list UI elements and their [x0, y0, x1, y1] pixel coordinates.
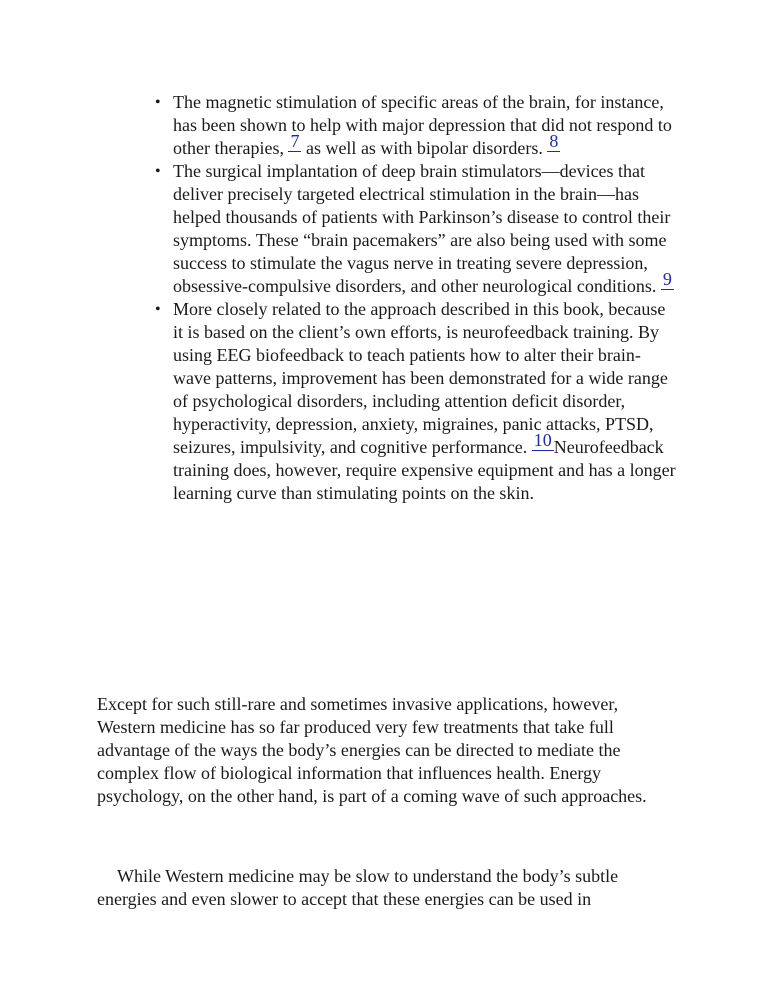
bullet-marker: •: [155, 94, 161, 111]
bullet-text: Neurofeedback training does, however, require expensive equipment and has a longer learning curve than stimulating points on the skin.: [173, 437, 676, 503]
bullet-text: as well as with bipolar disorders.: [305, 138, 543, 158]
bullet-list: [155, 91, 678, 505]
bullet-item: [155, 91, 678, 160]
bullet-text: The surgical implantation of deep brain stimulators—devices that deliver precisely targeted electrical stimulation in the brain—has helped thousands of patients with Parkinson’s disease to control their symptoms. These “brain pacemakers” are also being used with some success to stimulate the vagus nerve in treating severe depression, obsessive-compulsive disorders, and other neurological conditions.: [173, 161, 671, 296]
bullet-text: More closely related to the approach described in this book, because it is based on the client’s own efforts, is neurofeedback training. By using EEG biofeedback to teach patients how to alter their brain-wave patterns, improvement has been demonstrated for a wide range of psychological disorders, including attention deficit disorder, hyperactivity, depression, anxiety, migraines, panic attacks, PTSD, seizures, impulsivity, and cognitive performance.: [173, 299, 668, 457]
bullet-marker: •: [155, 301, 161, 318]
footnote-link-10[interactable]: 10: [533, 430, 552, 450]
body-paragraph: Except for such still-rare and sometimes invasive applications, however, Western medicine has so far produced very few treatments that take full advantage of the ways the body’s energies can be directed to mediate the complex flow of biological information that influences health. Energy psychology, on the other hand, is part of a coming wave of such approaches.: [97, 694, 647, 806]
bullet-marker: •: [155, 163, 161, 180]
bullet-item: [155, 298, 678, 505]
bullet-item: [155, 160, 678, 298]
bullet-text: The magnetic stimulation of specific areas of the brain, for instance, has been shown to help with major depression that did not respond to other therapies,: [173, 92, 672, 158]
body-paragraph: While Western medicine may be slow to understand the body’s subtle energies and even slower to accept that these energies can be used in: [97, 866, 619, 909]
footnote-link-7[interactable]: 7: [290, 131, 300, 151]
footnote-link-9[interactable]: 9: [662, 269, 672, 289]
footnote-link-8[interactable]: 8: [549, 131, 559, 151]
